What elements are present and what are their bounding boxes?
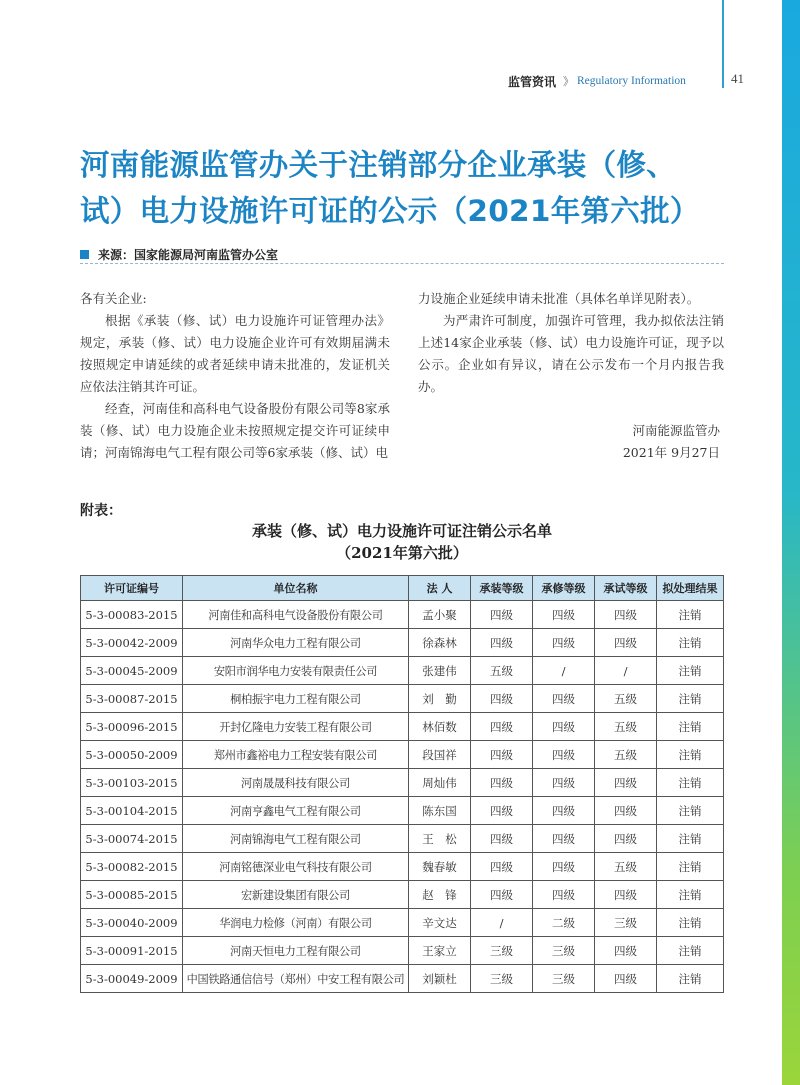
article-title <box>80 142 730 234</box>
table-row <box>81 769 724 797</box>
legal-rep-cell: 陈东国 <box>409 797 471 825</box>
install-grade-cell: 三级 <box>471 965 533 993</box>
table-row <box>81 629 724 657</box>
company-name-cell: 河南天恒电力工程有限公司 <box>183 937 409 965</box>
install-grade-cell: 五级 <box>471 657 533 685</box>
license-number-cell: 5-3-00042-2009 <box>81 629 183 657</box>
company-name-cell: 中国铁路通信信号（郑州）中安工程有限公司 <box>183 965 409 993</box>
article-source <box>80 246 278 263</box>
body-column-right <box>418 288 724 464</box>
test-grade-cell: 四级 <box>595 629 657 657</box>
table-body <box>81 601 724 993</box>
column-header: 拟处理结果 <box>657 576 724 601</box>
company-name-cell: 华润电力检修（河南）有限公司 <box>183 909 409 937</box>
repair-grade-cell: 四级 <box>533 713 595 741</box>
table-row <box>81 657 724 685</box>
table-row <box>81 965 724 993</box>
result-cell: 注销 <box>657 629 724 657</box>
section-name: 监管资讯 <box>508 74 557 89</box>
repair-grade-cell: 二级 <box>533 909 595 937</box>
column-header: 承修等级 <box>533 576 595 601</box>
column-header: 许可证编号 <box>81 576 183 601</box>
square-bullet-icon <box>80 250 89 259</box>
install-grade-cell: 四级 <box>471 741 533 769</box>
company-name-cell: 河南亨鑫电气工程有限公司 <box>183 797 409 825</box>
table-row <box>81 825 724 853</box>
company-name-cell: 宏新建设集团有限公司 <box>183 881 409 909</box>
result-cell: 注销 <box>657 685 724 713</box>
signature: 河南能源监管办 <box>632 423 720 438</box>
test-grade-cell: 四级 <box>595 825 657 853</box>
repair-grade-cell: 三级 <box>533 937 595 965</box>
license-number-cell: 5-3-00103-2015 <box>81 769 183 797</box>
test-grade-cell: 五级 <box>595 685 657 713</box>
result-cell: 注销 <box>657 657 724 685</box>
result-cell: 注销 <box>657 825 724 853</box>
table-row <box>81 797 724 825</box>
divider <box>80 263 724 264</box>
install-grade-cell: 三级 <box>471 937 533 965</box>
legal-rep-cell: 徐森林 <box>409 629 471 657</box>
result-cell: 注销 <box>657 965 724 993</box>
legal-rep-cell: 林佰数 <box>409 713 471 741</box>
test-grade-cell: 四级 <box>595 797 657 825</box>
license-number-cell: 5-3-00087-2015 <box>81 685 183 713</box>
result-cell: 注销 <box>657 881 724 909</box>
table-row <box>81 741 724 769</box>
license-number-cell: 5-3-00085-2015 <box>81 881 183 909</box>
column-header: 承试等级 <box>595 576 657 601</box>
column-header: 承装等级 <box>471 576 533 601</box>
repair-grade-cell: / <box>533 657 595 685</box>
decorative-side-bar <box>782 0 800 1085</box>
legal-rep-cell: 王家立 <box>409 937 471 965</box>
company-name-cell: 安阳市润华电力安装有限责任公司 <box>183 657 409 685</box>
company-name-cell: 河南晟晟科技有限公司 <box>183 769 409 797</box>
repair-grade-cell: 四级 <box>533 881 595 909</box>
license-number-cell: 5-3-00074-2015 <box>81 825 183 853</box>
title-line-2: 试）电力设施许可证的公示（2021年第六批） <box>80 194 700 228</box>
legal-rep-cell: 段国祥 <box>409 741 471 769</box>
column-header: 法 人 <box>409 576 471 601</box>
table-header-row <box>81 576 724 601</box>
repair-grade-cell: 四级 <box>533 769 595 797</box>
license-number-cell: 5-3-00045-2009 <box>81 657 183 685</box>
company-name-cell: 开封亿隆电力安装工程有限公司 <box>183 713 409 741</box>
legal-rep-cell: 魏春敏 <box>409 853 471 881</box>
legal-rep-cell: 孟小聚 <box>409 601 471 629</box>
install-grade-cell: 四级 <box>471 601 533 629</box>
repair-grade-cell: 三级 <box>533 965 595 993</box>
source-text: 来源：国家能源局河南监管办公室 <box>98 248 279 262</box>
legal-rep-cell: 王 松 <box>409 825 471 853</box>
result-cell: 注销 <box>657 853 724 881</box>
company-name-cell: 河南佳和高科电气设备股份有限公司 <box>183 601 409 629</box>
legal-rep-cell: 赵 锋 <box>409 881 471 909</box>
license-number-cell: 5-3-00104-2015 <box>81 797 183 825</box>
license-number-cell: 5-3-00091-2015 <box>81 937 183 965</box>
section-name-english: Regulatory Information <box>577 75 686 87</box>
repair-grade-cell: 四级 <box>533 741 595 769</box>
result-cell: 注销 <box>657 937 724 965</box>
company-name-cell: 河南锦海电气工程有限公司 <box>183 825 409 853</box>
install-grade-cell: 四级 <box>471 797 533 825</box>
signature-date: 2021年 9月27日 <box>622 445 720 460</box>
install-grade-cell: 四级 <box>471 825 533 853</box>
install-grade-cell: / <box>471 909 533 937</box>
result-cell: 注销 <box>657 909 724 937</box>
result-cell: 注销 <box>657 601 724 629</box>
repair-grade-cell: 四级 <box>533 825 595 853</box>
legal-rep-cell: 张建伟 <box>409 657 471 685</box>
result-cell: 注销 <box>657 741 724 769</box>
result-cell: 注销 <box>657 797 724 825</box>
company-name-cell: 河南华众电力工程有限公司 <box>183 629 409 657</box>
page-number: 41 <box>731 71 744 86</box>
test-grade-cell: 五级 <box>595 741 657 769</box>
install-grade-cell: 四级 <box>471 853 533 881</box>
test-grade-cell: 四级 <box>595 965 657 993</box>
paragraph: 根据《承装（修、试）电力设施许可证管理办法》规定，承装（修、试）电力设施企业许可有效期届满未按照规定申请延续的或者延续申请未批准的，发证机关应依法注销其许可证。 <box>80 313 390 394</box>
salutation: 各有关企业: <box>80 291 147 306</box>
header-vertical-rule <box>722 0 724 88</box>
license-number-cell: 5-3-00096-2015 <box>81 713 183 741</box>
test-grade-cell: / <box>595 657 657 685</box>
test-grade-cell: 四级 <box>595 601 657 629</box>
repair-grade-cell: 四级 <box>533 685 595 713</box>
table-row <box>81 601 724 629</box>
repair-grade-cell: 四级 <box>533 629 595 657</box>
body-column-left <box>80 288 390 464</box>
legal-rep-cell: 刘 勤 <box>409 685 471 713</box>
paragraph: 经查，河南佳和高科电气设备股份有限公司等8家承装（修、试）电力设施企业未按照规定提交许可证续申请；河南锦海电气工程有限公司等6家承装（修、试）电 <box>80 401 390 460</box>
table-row <box>81 909 724 937</box>
attachment-label: 附表： <box>80 503 122 519</box>
license-number-cell: 5-3-00050-2009 <box>81 741 183 769</box>
license-number-cell: 5-3-00083-2015 <box>81 601 183 629</box>
test-grade-cell: 三级 <box>595 909 657 937</box>
result-cell: 注销 <box>657 769 724 797</box>
table-row <box>81 853 724 881</box>
repair-grade-cell: 四级 <box>533 853 595 881</box>
install-grade-cell: 四级 <box>471 881 533 909</box>
license-number-cell: 5-3-00040-2009 <box>81 909 183 937</box>
table-row <box>81 937 724 965</box>
column-header: 单位名称 <box>183 576 409 601</box>
paragraph: 为严肃许可制度，加强许可管理，我办拟依法注销上述14家企业承装（修、试）电力设施许可证，现予以公示。企业如有异议，请在公示发布一个月内报告我办。 <box>418 313 724 394</box>
company-name-cell: 河南铭德深业电气科技有限公司 <box>183 853 409 881</box>
result-cell: 注销 <box>657 713 724 741</box>
test-grade-cell: 五级 <box>595 713 657 741</box>
legal-rep-cell: 刘颖杜 <box>409 965 471 993</box>
table-subtitle: （2021年第六批） <box>336 544 468 562</box>
install-grade-cell: 四级 <box>471 713 533 741</box>
legal-rep-cell: 辛文达 <box>409 909 471 937</box>
table-row <box>81 685 724 713</box>
table-row <box>81 713 724 741</box>
running-header <box>508 72 686 90</box>
table-title: 承装（修、试）电力设施许可证注销公示名单 <box>251 522 552 540</box>
revocation-table <box>80 575 724 993</box>
company-name-cell: 郑州市鑫裕电力工程安装有限公司 <box>183 741 409 769</box>
test-grade-cell: 五级 <box>595 853 657 881</box>
legal-rep-cell: 周灿伟 <box>409 769 471 797</box>
test-grade-cell: 四级 <box>595 881 657 909</box>
table-row <box>81 881 724 909</box>
install-grade-cell: 四级 <box>471 629 533 657</box>
chevron-right-icon: 》 <box>563 75 572 88</box>
install-grade-cell: 四级 <box>471 769 533 797</box>
test-grade-cell: 四级 <box>595 937 657 965</box>
repair-grade-cell: 四级 <box>533 601 595 629</box>
company-name-cell: 桐柏振宇电力工程有限公司 <box>183 685 409 713</box>
license-number-cell: 5-3-00049-2009 <box>81 965 183 993</box>
repair-grade-cell: 四级 <box>533 797 595 825</box>
paragraph: 力设施企业延续申请未批准（具体名单详见附表）。 <box>418 291 700 306</box>
title-line-1: 河南能源监管办关于注销部分企业承装（修、 <box>80 148 677 182</box>
test-grade-cell: 四级 <box>595 769 657 797</box>
install-grade-cell: 四级 <box>471 685 533 713</box>
license-number-cell: 5-3-00082-2015 <box>81 853 183 881</box>
